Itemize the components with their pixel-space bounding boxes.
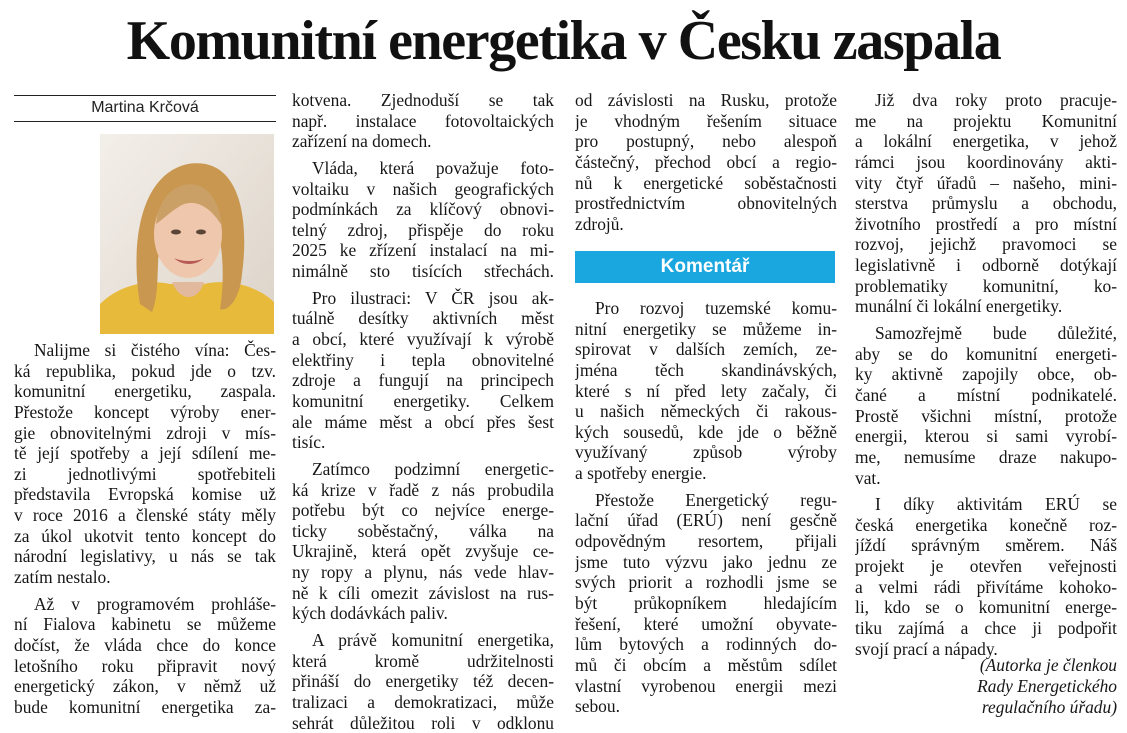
text-line: zdroje a fungují na principech [292,370,554,391]
text-line: problematiky komunitní, ko- [855,275,1117,296]
text-line: bude komunitní energetika za- [14,696,276,717]
text-line: mů či obcím a městům sdílet [575,654,837,675]
text-line: Prostě všichni místní, protože [855,405,1117,426]
text-line: od závislosti na Rusku, protože [575,90,837,110]
text-line: sehrát důležitou roli v odklonu [292,712,554,733]
text-line: jsme tuto výzvu jako jednu ze [575,551,837,572]
column-2 [292,90,554,733]
text-line: munální či lokální energetiky. [855,296,1063,317]
text-line: projekt je otevřen veřejnosti [855,556,1117,577]
column-4 [855,90,1117,659]
text-line: Přestože koncept výroby ener- [14,401,276,422]
text-line: která kromě udržitelnosti [292,650,554,671]
text-line: zdrojů. [575,213,624,234]
text-line: Nalijme si čistého vína: Čes- [34,340,276,360]
text-line: telný zdroj, přispěje do roku [292,219,554,240]
text-line: ale máme měst a obcí přes šest [292,411,554,432]
text-line: spirovat v dalších zemích, ze- [575,339,837,360]
text-line: Pro rozvoj tuzemské komu- [595,298,837,318]
text-line: svých priorit a rozhodli jsme se [575,572,837,593]
text-line: prostřednictvím obnovitelných [575,193,837,214]
text-line: Již dva roky proto pracuje- [875,90,1117,110]
text-line: komunitní energetiky. Celkem [292,390,554,411]
author-note-line: Rady Energetického [977,676,1117,696]
text-line: jíždí správným směrem. Náš [855,535,1117,556]
text-line: a obcí, které využívají k výrobě [292,329,554,350]
text-line: Přestože Energetický regu- [595,489,837,510]
text-line: nů k energetické soběstačnosti [575,172,837,193]
text-line: vlastní vyrobenou energii mezi [575,675,837,696]
text-line: kých dodávkách paliv. [292,603,448,624]
text-line: elektřiny i tepla obnovitelné [292,349,554,370]
text-line: Samozřejmě bude důležité, [875,323,1117,344]
text-line: čané a místní podnikatelé. [855,384,1117,405]
text-line: tě její spotřeby a její sdílení me- [14,443,276,464]
text-line: tuálně desítky aktivních měst [292,308,554,329]
text-line: rámci jsou koordinovány akti- [855,151,1117,172]
comment-label: Komentář [575,251,835,283]
text-line: ká republika, pokud jde o tzv. [14,360,276,381]
column-3-top [575,90,837,234]
text-line: energii, kterou si sami vyrobí- [855,426,1117,447]
author-byline: Martina Krčová [91,99,199,116]
text-line: být průkopníkem hledajícím [575,592,837,613]
author-note [855,655,1117,718]
text-line: 2025 ke zřízení instalací na mi- [292,240,554,261]
text-line: vity čtyř úřadů – našeho, mini- [855,172,1117,193]
text-line: odpovědným resortem, přijali [575,531,837,552]
text-line: lům bytových a rodinných do- [575,634,837,655]
text-line: např. instalace fotovoltaických [292,110,554,131]
text-line: česká energetika konečně roz- [855,514,1117,535]
text-line: vat. [855,467,881,488]
text-line: v roce 2016 a členské státy měly [14,505,276,526]
text-line: aby se do komunitní energeti- [855,343,1117,364]
text-line: komunitní energetiku, zaspala. [14,381,276,402]
author-rule-bottom [14,121,276,122]
text-line: Až v programovém prohláše- [34,593,276,614]
text-line: které s ní před lety začaly, či [575,380,837,401]
text-line: zatím nestalo. [14,567,111,588]
text-line: u našich německých či rakous- [575,401,837,422]
text-line: řešení, které umožní obyvate- [575,613,837,634]
author-portrait-image [100,134,274,334]
text-line: kých sousedů, kde jde o běžně [575,421,837,442]
text-line: ticky soběstačný, válka na [292,520,554,541]
text-line: ní Fialova kabinetu se můžeme [14,614,276,635]
text-line: Pro ilustraci: V ČR jsou ak- [312,287,554,308]
text-line: je vhodným řešením situace [575,110,837,131]
author-note-line: (Autorka je členkou [979,655,1117,675]
text-line: sebou. [575,696,620,717]
text-line: ká krize v řadě z nás probudila [292,479,554,500]
text-line: zařízení na domech. [292,131,432,152]
author-photo [100,134,274,334]
text-line: a velmi rádi přivítáme kohoko- [855,576,1117,597]
text-line: legislativně i odborně dotýkají [855,255,1117,276]
text-line: a lokální energetika, v jehož [855,131,1117,152]
text-line: podmínkách za klíčový obnovi- [292,199,554,220]
text-line: přináší do energetiky též decen- [292,671,554,692]
text-line: kotvena. Zjednoduší se tak [292,90,554,110]
text-line: ně k cíli omezit závislost na rus- [292,582,554,603]
text-line: pro postupný, nebo alespoň [575,131,837,152]
text-line: Zatímco podzimní energetic- [312,458,554,479]
text-line: nimálně sto tisících střechách. [292,261,554,282]
text-line: me na projektu Komunitní [855,110,1117,131]
text-line: me, nemusíme draze nakupo- [855,446,1117,467]
text-line: sterstva průmyslu a obchodu, [855,193,1117,214]
author-rule-top [14,95,276,96]
text-line: voltaiku v našich geografických [292,178,554,199]
text-line: energetický zákon, v němž už [14,676,276,697]
text-line: využívaný způsob výroby [575,442,837,463]
text-line: lační úřad (ERÚ) není gesčně [575,510,837,531]
text-line: rozvoj, jejichž pravomoci se [855,234,1117,255]
text-line: potřebu být co nejvíce energe- [292,500,554,521]
text-line: svojí prací a nápady. [855,638,998,659]
text-line: národní legislativy, u nás se tak [14,546,276,567]
text-line: ny ropy a plynu, nás vede hlav- [292,562,554,583]
text-line: částečný, přechod obcí a regio- [575,151,837,172]
text-line: gie obnovitelnými zdroji v mís- [14,422,276,443]
text-line: dočíst, že vláda chce do konce [14,634,276,655]
text-line: tralizaci a demokratizaci, může [292,691,554,712]
text-line: jména těch skandinávských, [575,359,837,380]
text-line: tiku zajímá a chce ji podpořit [855,618,1117,639]
column-1 [14,340,276,718]
author-note-line: regulačního úřadu) [981,697,1117,717]
text-line: Ukrajině, která opět zvyšuje ce- [292,541,554,562]
text-line: představila Evropská komise už [14,484,276,505]
text-line: I díky aktivitám ERÚ se [875,494,1117,515]
text-line: A právě komunitní energetika, [312,630,554,651]
text-line: Vláda, která považuje foto- [312,157,554,178]
text-line: nitní energetiky se můžeme in- [575,318,837,339]
text-line: životního prostředí a pro místní [855,213,1117,234]
text-line: zi jednotlivými spotřebiteli [14,463,276,484]
text-line: li, kdo se o komunitní energe- [855,597,1117,618]
text-line: a spotřeby energie. [575,463,707,484]
text-line: letošního roku připravit nový [14,655,276,676]
text-line: za úkol ukotvit tento koncept do [14,525,276,546]
text-line: tisíc. [292,432,326,453]
text-line: ky aktivně zapojily obce, ob- [855,364,1117,385]
headline: Komunitní energetika v Česku zaspala [126,10,1001,72]
column-3-bottom [575,298,837,717]
